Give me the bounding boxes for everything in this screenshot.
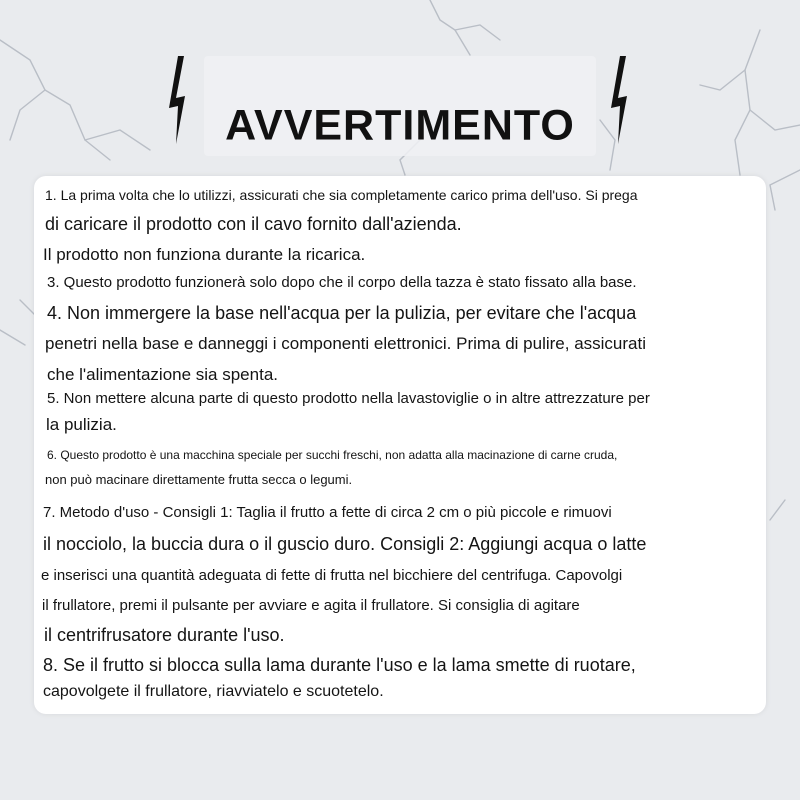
warning-line: il frullatore, premi il pulsante per avviare e agita il frullatore. Si consiglia di agitare [42,597,580,614]
warning-line: 7. Metodo d'uso - Consigli 1: Taglia il frutto a fette di circa 2 cm o più piccole e rimuovi [43,504,612,521]
warning-line: Il prodotto non funziona durante la ricarica. [43,245,366,264]
warning-line: il nocciolo, la buccia dura o il guscio duro. Consigli 2: Aggiungi acqua o latte [43,534,647,554]
warning-line: che l'alimentazione sia spenta. [47,365,278,384]
lightning-bolt-icon [164,54,194,146]
title-area [160,48,640,168]
warning-line: 3. Questo prodotto funzionerà solo dopo che il corpo della tazza è stato fissato alla base. [47,274,637,291]
warning-line: 4. Non immergere la base nell'acqua per la pulizia, per evitare che l'acqua [47,303,637,323]
warning-line: 5. Non mettere alcuna parte di questo prodotto nella lavastoviglie o in altre attrezzature per [47,390,650,407]
warning-line: capovolgete il frullatore, riavviatelo e scuotetelo. [43,683,384,700]
warning-line: 1. La prima volta che lo utilizzi, assicurati che sia completamente carico prima dell'uso. Si prega [45,187,638,203]
warning-line: 8. Se il frutto si blocca sulla lama durante l'uso e la lama smette di ruotare, [43,655,636,675]
warning-line: non può macinare direttamente frutta secca o legumi. [45,472,353,487]
warning-line: la pulizia. [46,415,117,434]
warning-line: e inserisci una quantità adeguata di fette di frutta nel bicchiere del centrifuga. Capovolgi [41,567,623,584]
lightning-bolt-icon [606,54,636,146]
warning-line: penetri nella base e danneggi i componenti elettronici. Prima di pulire, assicurati [45,334,647,353]
warning-card [34,176,766,714]
warning-line: di caricare il prodotto con il cavo fornito dall'azienda. [45,214,462,234]
page-title: AVVERTIMENTO [225,101,575,150]
warning-line: il centrifrusatore durante l'uso. [44,625,285,645]
warning-line: 6. Questo prodotto è una macchina speciale per succhi freschi, non adatta alla macinazione di carne cruda, [47,448,618,462]
